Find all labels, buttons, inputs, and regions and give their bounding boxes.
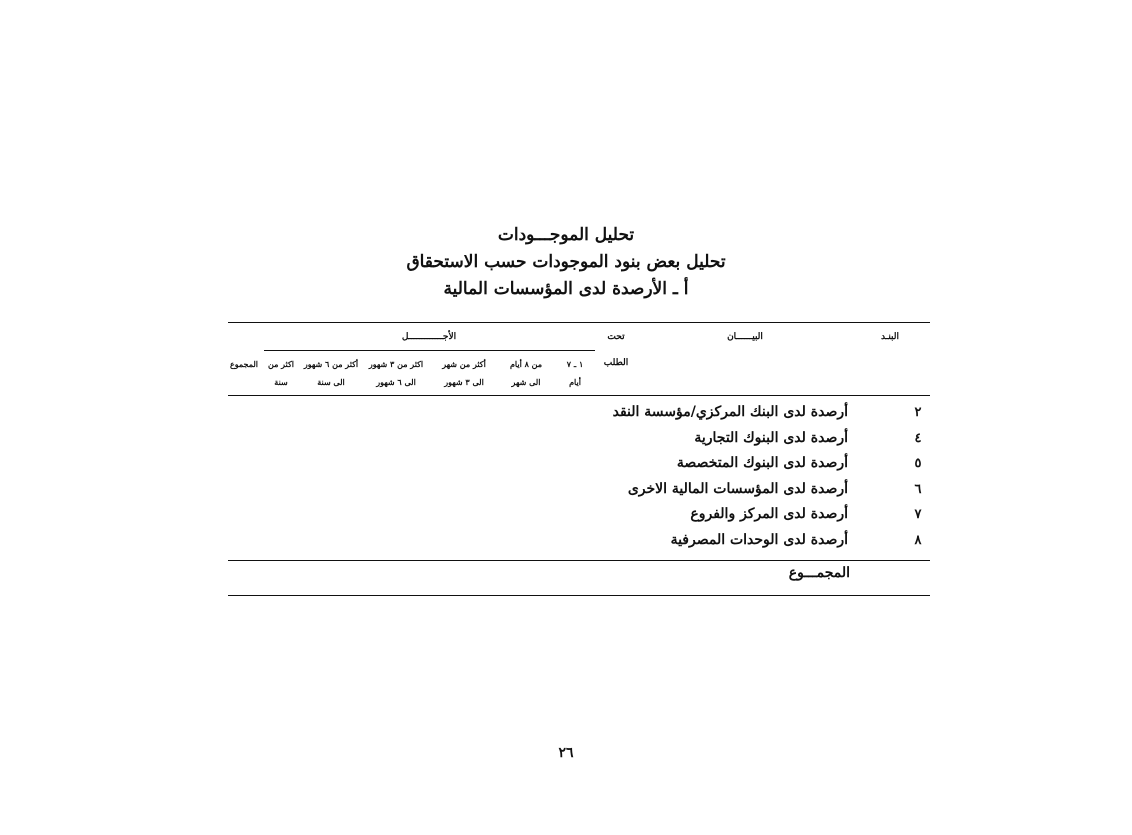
table-row: [228, 427, 930, 453]
document-subtitle: تحليل بعض بنود الموجودات حسب الاستحقاق: [406, 252, 726, 272]
header-statement: البيــــــان: [727, 332, 763, 342]
table-top-rule: [228, 322, 930, 323]
header-maturity-group: الأجـــــــــــــل: [401, 332, 457, 342]
row-label: أرصدة لدى المؤسسات المالية الاخرى: [627, 480, 848, 497]
header-on-demand-top: تحت: [607, 332, 625, 342]
row-code: ٨: [914, 532, 922, 548]
header-over-year-bottom: سنة: [274, 377, 288, 387]
row-label: أرصدة لدى المركز والفروع: [690, 506, 848, 523]
header-on-demand-bottom: الطلب: [603, 358, 629, 368]
row-label: أرصدة لدى البنوك التجارية: [694, 429, 848, 446]
header-1-7-days-top: ١ ـ ٧: [566, 359, 584, 369]
header-1-7-days-bottom: أيام: [569, 377, 581, 387]
maturity-group-rule: [264, 350, 595, 351]
row-label: أرصدة لدى البنوك المتخصصة: [676, 455, 848, 472]
row-code: ٧: [914, 507, 922, 523]
table-row: [228, 452, 930, 478]
header-total: المجموع: [230, 359, 258, 369]
header-over-year-top: اكثر من: [267, 359, 295, 369]
header-1-3-months-bottom: الى ٣ شهور: [444, 377, 484, 387]
total-label: المجمـــوع: [788, 565, 850, 581]
header-3-6-months-bottom: الى ٦ شهور: [376, 377, 416, 387]
header-1-3-months-top: أكثر من شهر: [442, 359, 486, 369]
header-6-12-months-bottom: الى سنة: [317, 377, 345, 387]
total-top-rule: [228, 560, 930, 561]
table-row: [228, 478, 930, 504]
row-code: ٥: [914, 456, 922, 472]
header-item: البنـد: [880, 332, 900, 342]
document-title: تحليل الموجـــودات: [497, 225, 635, 245]
row-code: ٤: [914, 430, 922, 446]
row-label: أرصدة لدى الوحدات المصرفية: [670, 531, 848, 548]
header-6-12-months-top: أكثر من ٦ شهور: [303, 359, 359, 369]
table-body: [228, 401, 930, 555]
header-3-6-months-top: اكثر من ٣ شهور: [368, 359, 424, 369]
header-bottom-rule: [228, 395, 930, 396]
row-code: ٢: [914, 405, 922, 420]
row-label: أرصدة لدى البنك المركزي/مؤسسة النقد: [612, 404, 848, 420]
table-row: [228, 503, 930, 529]
row-code: ٦: [914, 481, 922, 497]
table-bottom-rule: [228, 595, 930, 596]
document-titles: [0, 222, 1132, 303]
header-8-days-month-top: من ٨ أيام: [509, 359, 543, 369]
header-8-days-month-bottom: الى شهر: [511, 377, 541, 387]
table-row: [228, 529, 930, 555]
page-number: ٢٦: [558, 745, 574, 761]
table-row: [228, 401, 930, 427]
section-title: أ ـ الأرصدة لدى المؤسسات المالية: [443, 279, 689, 299]
